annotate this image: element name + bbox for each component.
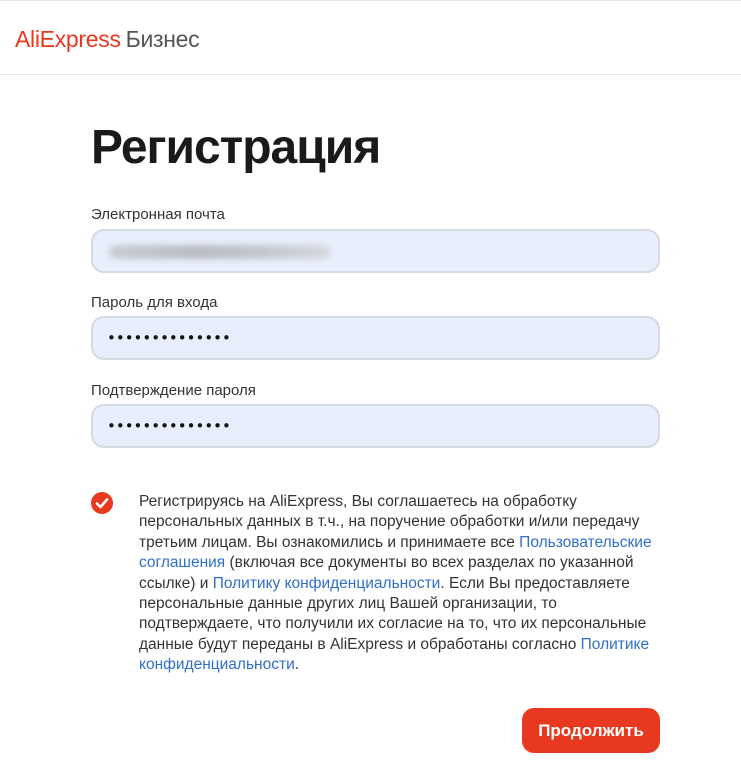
top-header [0,0,741,75]
consent-checkbox[interactable] [91,492,113,514]
password-value: •••••••••••••• [107,329,231,347]
consent-text-part-4: . [294,656,300,674]
confirm-password-label: Подтверждение пароля [91,382,256,399]
email-field[interactable] [91,229,660,273]
consent-text-part-1: Регистрируясь на AliExpress, Вы соглашаетесь на обработку персональных данных в т.ч., на поручение обработки и/или передачу третьим лицам. Вы ознакомились и принимаете все [139,493,640,551]
page-title: Регистрация [91,121,381,174]
privacy-policy-link[interactable]: Политику конфиденциальности [212,574,441,592]
email-value-redacted [109,245,331,259]
logo-brand: AliExpress [15,26,121,52]
aliexpress-business-logo[interactable] [15,25,199,53]
checkmark-icon [91,492,113,514]
user-agreements-link[interactable]: Пользовательские соглашения [139,533,652,572]
privacy-policy-link-2[interactable]: Политике конфиденциальности [139,635,650,674]
logo-suffix: Бизнес [125,26,200,52]
consent-text-part-3: . Если Вы предоставляете персональные данные других лиц Вашей организации, то подтверждаете, что получили их согласие на то, что их персональные данные будут переданы в AliExpress и обработаны согласно [139,574,647,653]
email-label: Электронная почта [91,206,225,223]
confirm-password-field[interactable] [91,404,660,448]
consent-text-part-2: (включая все документы во всех разделах по указанной ссылке) и [139,554,634,592]
confirm-password-value: •••••••••••••• [107,417,231,435]
password-label: Пароль для входа [91,294,218,311]
consent-text [139,492,669,676]
continue-button[interactable]: Продолжить [522,708,660,753]
password-field[interactable] [91,316,660,360]
